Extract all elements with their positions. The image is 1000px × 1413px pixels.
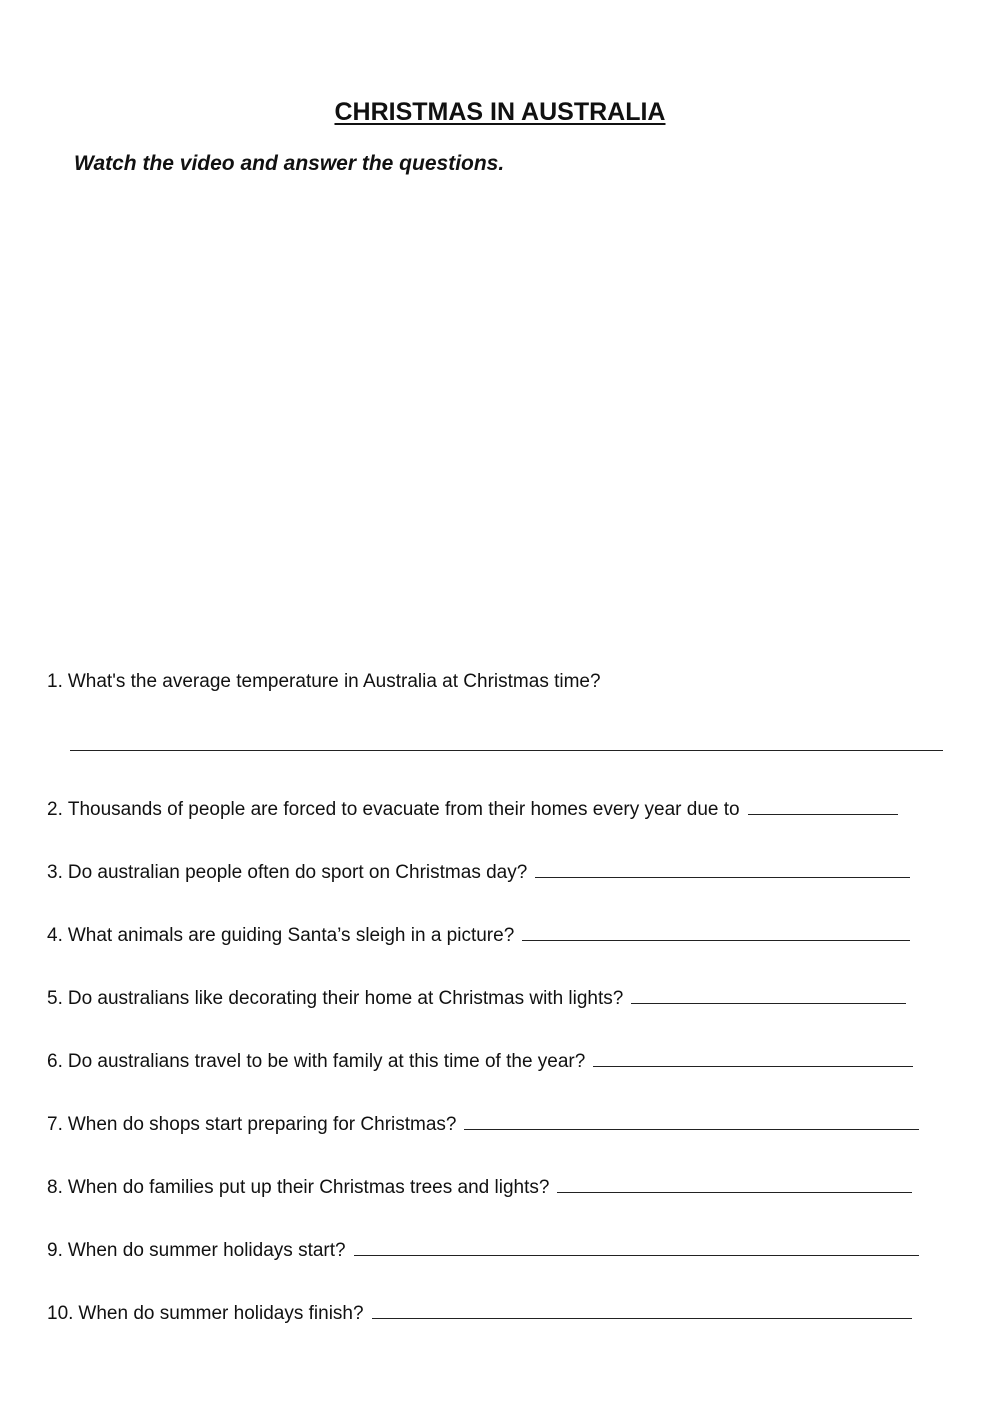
question-9: [47, 1237, 919, 1263]
answer-line-10[interactable]: [372, 1300, 912, 1319]
question-number: 4.: [47, 925, 63, 946]
question-number: 2.: [47, 799, 63, 820]
instructions-text: Watch the video and answer the questions.: [74, 152, 505, 175]
question-text: What's the average temperature in Australia at Christmas time?: [67, 671, 601, 692]
question-text: When do families put up their Christmas trees and lights?: [67, 1177, 550, 1198]
question-1: [47, 670, 601, 694]
question-number: 8.: [47, 1177, 63, 1198]
question-number: 9.: [47, 1240, 63, 1261]
worksheet-title: CHRISTMAS IN AUSTRALIA: [334, 98, 666, 126]
answer-line-1[interactable]: [70, 750, 943, 751]
question-10: [47, 1300, 912, 1326]
question-text: Do australian people often do sport on Christmas day?: [67, 862, 528, 883]
question-number: 3.: [47, 862, 63, 883]
answer-line-2[interactable]: [748, 796, 898, 815]
question-2: [47, 796, 898, 822]
question-number: 5.: [47, 988, 63, 1009]
video-placeholder: [48, 200, 948, 640]
question-text: Thousands of people are forced to evacuate from their homes every year due to: [67, 799, 740, 820]
answer-line-4[interactable]: [522, 922, 910, 941]
answer-line-8[interactable]: [557, 1174, 912, 1193]
question-8: [47, 1174, 912, 1200]
question-text: When do summer holidays start?: [67, 1240, 346, 1261]
question-text: When do summer holidays finish?: [78, 1303, 364, 1324]
question-3: [47, 859, 910, 885]
question-text: What animals are guiding Santa’s sleigh in a picture?: [67, 925, 515, 946]
question-text: Do australians like decorating their home at Christmas with lights?: [67, 988, 624, 1009]
question-number: 6.: [47, 1051, 63, 1072]
question-6: [47, 1048, 913, 1074]
answer-line-9[interactable]: [354, 1237, 919, 1256]
answer-line-7[interactable]: [464, 1111, 919, 1130]
answer-line-6[interactable]: [593, 1048, 913, 1067]
question-text: Do australians travel to be with family at this time of the year?: [67, 1051, 586, 1072]
question-7: [47, 1111, 919, 1137]
question-4: [47, 922, 910, 948]
question-5: [47, 985, 906, 1011]
answer-line-5[interactable]: [631, 985, 906, 1004]
question-number: 7.: [47, 1114, 63, 1135]
answer-line-3[interactable]: [535, 859, 910, 878]
question-number: 1.: [47, 671, 63, 692]
question-text: When do shops start preparing for Christmas?: [67, 1114, 457, 1135]
question-number: 10.: [47, 1303, 74, 1324]
